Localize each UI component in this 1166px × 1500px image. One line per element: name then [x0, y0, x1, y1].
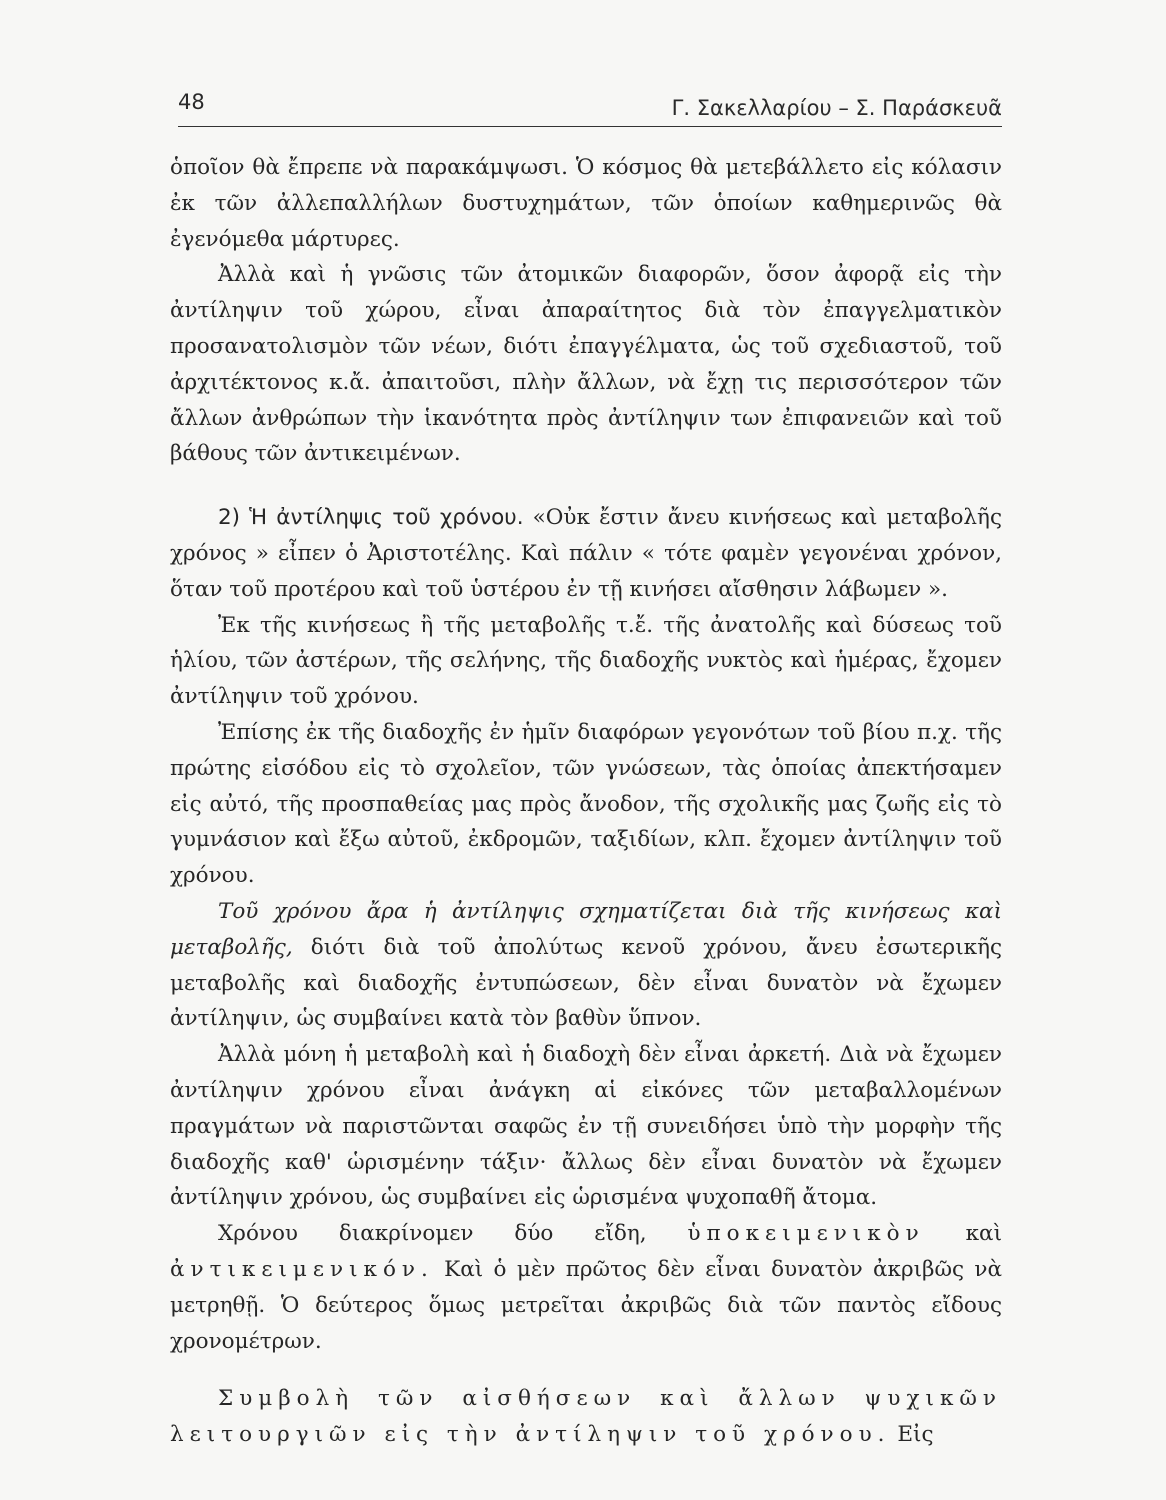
- paragraph-6-italic: Τοῦ χρόνου ἄρα ἡ ἀντίληψις σχηματίζεται διὰ τῆς κινήσεως καὶ μεταβολῆς,: [170, 898, 1002, 960]
- paragraph-5: Ἐπίσης ἐκ τῆς διαδοχῆς ἐν ἡμῖν διαφόρων γεγονότων τοῦ βίου π.χ. τῆς πρώτης εἰσόδου εἰς τὸ σχολεῖον, τῶν γνώσεων, τὰς ὁποίας ἀπεκτήσαμεν εἰς αὐτό, τῆς προσπαθείας μας πρὸς ἄνοδον, τῆς σχολικῆς μας ζωῆς εἰς τὸ γυμνάσιον καὶ ἔξω αὐτοῦ, ἐκδρομῶν, ταξιδίων, κλπ. ἔχομεν ἀντίληψιν τοῦ χρόνου.: [170, 719, 1002, 889]
- paragraph-8-a: Χρόνου διακρίνομεν δύο εἴδη,: [218, 1221, 688, 1247]
- paragraph-1: ὁποῖον θὰ ἔπρεπε νὰ παρακάμψωσι. Ὁ κόσμος θὰ μετεβάλλετο εἰς κόλασιν ἐκ τῶν ἀλλεπαλλήλων δυστυχημάτων, τῶν ὁποίων καθημερινῶς θὰ ἐγενόμεθα μάρτυρες.: [170, 155, 1002, 252]
- term-objective: ἀντικειμενικόν.: [170, 1256, 434, 1282]
- paragraph-8-b: καὶ: [924, 1221, 1002, 1247]
- paragraph-6-text: διότι διὰ τοῦ ἀπολύτως κενοῦ χρόνου, ἄνευ ἐσωτερικῆς μεταβολῆς καὶ διαδοχῆς ἐντυπώσεων, δὲν εἶναι δυνατὸν νὰ ἔχωμεν ἀντίληψιν, ὡς συμβαίνει κατὰ τὸν βαθὺν ὕπνον.: [170, 934, 1002, 1032]
- paragraph-3: [170, 500, 1002, 607]
- paragraph-7: Ἀλλὰ μόνη ἡ μεταβολὴ καὶ ἡ διαδοχὴ δὲν εἶναι ἀρκετή. Διὰ νὰ ἔχωμεν ἀντίληψιν χρόνου εἶναι ἀνάγκη αἱ εἰκόνες τῶν μεταβαλλομένων πραγμάτων νὰ παριστῶνται σαφῶς ἐν τῇ συνειδήσει ὑπὸ τὴν μορφὴν τῆς διαδοχῆς καθ' ὡρισμένην τάξιν· ἄλλως δὲν εἶναι δυνατὸν νὰ ἔχωμεν ἀντίληψιν χρόνου, ὡς συμβαίνει εἰς ὡρισμένα ψυχοπαθῆ ἄτομα.: [170, 1042, 1002, 1211]
- paragraph-4: Ἐκ τῆς κινήσεως ἢ τῆς μεταβολῆς τ.ἔ. τῆς ἀνατολῆς καὶ δύσεως τοῦ ἡλίου, τῶν ἀστέρων, τῆς σελήνης, τῆς διαδοχῆς νυκτὸς καὶ ἡμέρας, ἔχομεν ἀντίληψιν τοῦ χρόνου.: [170, 612, 1002, 710]
- paragraph-9-end: Εἰς: [890, 1422, 934, 1448]
- section-heading: 2) Ἡ ἀντίληψις τοῦ χρόνου.: [218, 505, 524, 531]
- page-number: 48: [178, 90, 205, 114]
- page-header: [178, 88, 1002, 127]
- term-subjective: ὑποκειμενικὸν: [687, 1221, 925, 1247]
- running-head: Γ. Σακελλαρίου – Σ. Παράσκευᾶ: [671, 96, 1002, 120]
- paragraph-9: [170, 1381, 1002, 1453]
- paragraph-2: Ἀλλὰ καὶ ἡ γνῶσις τῶν ἀτομικῶν διαφορῶν, ὅσον ἀφορᾷ εἰς τὴν ἀντίληψιν τοῦ χώρου, εἶναι ἀπαραίτητος διὰ τὸν ἐπαγγελματικὸν προσανατολισμὸν τῶν νέων, διότι ἐπαγγέλματα, ὡς τοῦ σχεδιαστοῦ, τοῦ ἀρχιτέκτονος κ.ἄ. ἀπαιτοῦσι, πλὴν ἄλλων, νὰ ἔχῃ τις περισσότερον τῶν ἄλλων ἀνθρώπων τὴν ἱκανότητα πρὸς ἀντίληψιν των ἐπιφανειῶν καὶ τοῦ βάθους τῶν ἀντικειμένων.: [170, 262, 1002, 467]
- paragraph-3-text: «Οὐκ ἔστιν ἄνευ κινήσεως καὶ μεταβολῆς χρόνος » εἶπεν ὁ Ἀριστοτέλης. Καὶ πάλιν « τότε φαμὲν γεγονέναι χρόνον, ὅταν τοῦ προτέρου καὶ τοῦ ὑστέρου ἐν τῇ κινήσει αἴσθησιν λάβωμεν ».: [170, 505, 1002, 602]
- spaced-heading: Συμβολὴ τῶν αἰσθήσεων καὶ ἄλλων ψυχικῶν λειτουργιῶν εἰς τὴν ἀντίληψιν τοῦ χρόνου.: [170, 1386, 1002, 1448]
- paragraph-8: [170, 1216, 1002, 1359]
- paragraph-6: [170, 894, 1002, 1037]
- body-text: [170, 150, 1002, 1453]
- paragraph-8-c: Καὶ ὁ μὲν πρῶτος δὲν εἶναι δυνατὸν ἀκριβῶς νὰ μετρηθῇ. Ὁ δεύτερος ὅμως μετρεῖται ἀκριβῶς διὰ τῶν παντὸς εἴδους χρονομέτρων.: [170, 1256, 1002, 1354]
